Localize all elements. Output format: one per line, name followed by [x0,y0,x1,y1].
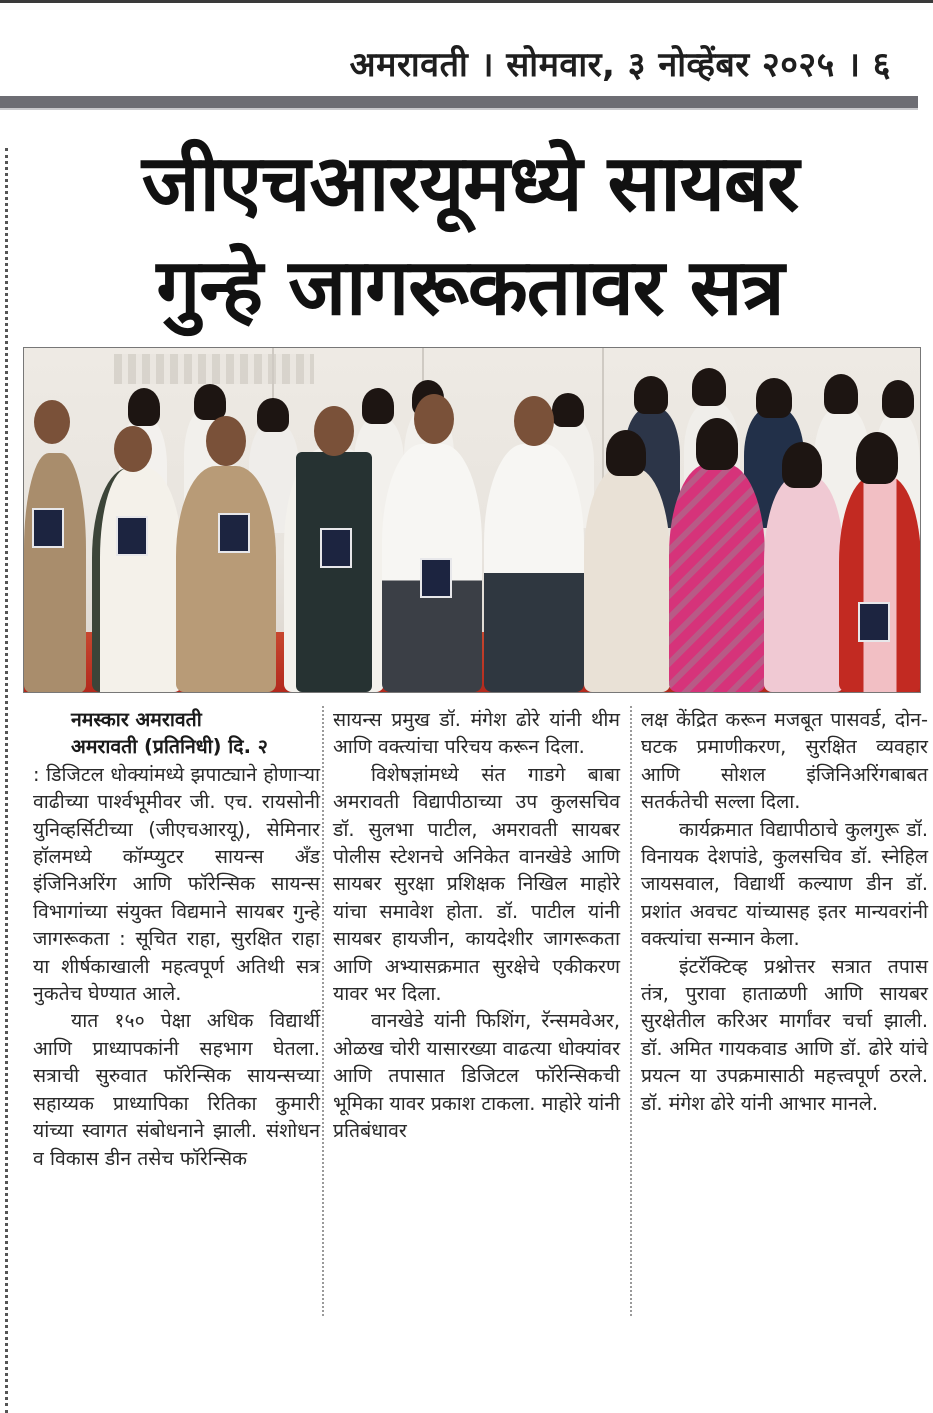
person-police-officer [24,453,86,693]
person-head [824,374,858,414]
article-column-2 [333,706,620,1145]
booklet [218,513,250,553]
column-divider [322,706,324,1316]
column-divider [630,706,632,1316]
person-head [882,380,914,418]
person-head [314,406,354,456]
booklet [320,528,352,568]
booklet [116,516,148,556]
booklet [858,602,890,642]
person [764,476,844,692]
person-head [782,442,822,488]
person-head [634,376,668,414]
person-jacket [296,452,372,692]
article-column-3 [641,706,928,1117]
person-head [414,394,454,444]
person-head [362,388,394,424]
page-dateline: अमरावती । सोमवार, ३ नोव्हेंबर २०२५ । ६ [349,45,891,85]
person-head [257,398,289,432]
person-head [114,426,152,472]
person-head [128,388,160,426]
news-photo [23,347,921,693]
article-column-1 [33,706,320,1172]
person-police-officer [176,466,276,692]
paragraph: वानखेडे यांनी फिशिंग, रॅन्समवेअर, ओळख चोरी यासारख्या वाढत्या धोक्यांवर आणि तपासात डिजिटल फॉरेन्सिकची भूमिका यावर प्रकाश टाकला. माहोरे यांनी प्रतिबंधावर [333,1009,620,1143]
headline-line-2: गुन्हे जागरूकतावर सत्र [156,243,784,333]
paragraph: : डिजिटल धोक्यांमध्ये झपाट्याने होणाऱ्या वाढीच्या पार्श्वभूमीवर जी. एच. रायसोनी युनिव्हर्सिटीच्या (जीएचआरयू), सेमिनार हॉलमध्ये कॉम्प्युटर सायन्स अँड इंजिनिअरिंग आणि फॉरेन्सिक सायन्स विभागांच्या संयुक्त विद्यमाने सायबर गुन्हे जागरूकता : सूचित राहा, सुरक्षित राहा या शीर्षकाखाली महत्वपूर्ण अतिथी सत्र नुकतेच घेण्यात आले. [33,762,320,1006]
person-head [34,400,70,444]
person-head [206,416,246,466]
header-band [0,96,918,108]
booklet [420,558,452,598]
person-head [856,432,898,484]
person-saree [92,468,182,692]
paragraph: सायन्स प्रमुख डॉ. मंगेश ढोरे यांनी थीम आणि वक्त्यांचा परिचय करून दिला. [333,708,620,759]
article-dateline: अमरावती (प्रतिनिधी) दि. २ [71,735,268,759]
headline-line-1: जीएचआरयूमध्ये सायबर [141,139,799,229]
paragraph: कार्यक्रमात विद्यापीठाचे कुलगुरू डॉ. विनायक देशपांडे, कुलसचिव डॉ. स्नेहिल जायसवाल, विद्यार्थी कल्याण डीन डॉ. प्रशांत अवचट यांच्यासह इतर मान्यवरांनी वक्त्यांचा सन्मान केला. [641,817,928,951]
header-band-shadow [0,108,918,110]
person-head [514,396,554,446]
person-head [606,430,646,476]
paragraph: विशेषज्ञांमध्ये संत गाडगे बाबा अमरावती विद्यापीठाच्या उप कुलसचिव डॉ. सुलभा पाटील, अमरावती सायबर पोलीस स्टेशनचे अनिकेत वानखेडे आणि सायबर सुरक्षा प्रशिक्षक निखिल माहोरे यांचा समावेश होता. डॉ. पाटील यांनी सायबर हायजीन, कायदेशीर जागरूकता आणि अभ्यासक्रमात सुरक्षेचे एकीकरण यावर भर दिला. [333,762,620,1006]
booklet [32,508,64,548]
person-pink-saree [669,464,765,692]
person [484,444,584,692]
paragraph: लक्ष केंद्रित करून मजबूत पासवर्ड, दोन-घटक प्रमाणीकरण, सुरक्षित व्यवहार आणि सोशल इंजिनिअरिंगबाबत सतर्कतेची सल्ला दिला. [641,708,928,814]
person-head [692,368,726,406]
byline-source: नमस्कार अमरावती [71,708,202,731]
person [584,468,670,692]
paragraph: इंटरॅक्टिव्ह प्रश्नोत्तर सत्रात तपास तंत्र, पुरावा हाताळणी आणि सायबर सुरक्षेतील करिअर मार्गांवर चर्चा झाली. डॉ. अमित गायकवाड आणि डॉ. ढोरे यांचे प्रयत्न या उपक्रमासाठी महत्त्वपूर्ण ठरले. डॉ. मंगेश ढोरे यांनी आभार मानले. [641,954,928,1115]
left-dotted-border [5,148,8,1413]
person-head [552,393,584,427]
person-red-kurta [839,476,921,692]
person-head [194,384,226,420]
wall-poster [114,354,314,384]
person-head [696,418,738,470]
person-head [756,378,792,418]
top-rule [0,0,933,3]
paragraph: यात १५० पेक्षा अधिक विद्यार्थी आणि प्राध्यापकांनी सहभाग घेतला. सत्राची सुरुवात फॉरेन्सिक सायन्सच्या सहाय्यक प्राध्यापिका रितिका कुमारी यांच्या स्वागत संबोधनाने झाली. संशोधन व विकास डीन तसेच फॉरेन्सिक [33,1009,320,1170]
